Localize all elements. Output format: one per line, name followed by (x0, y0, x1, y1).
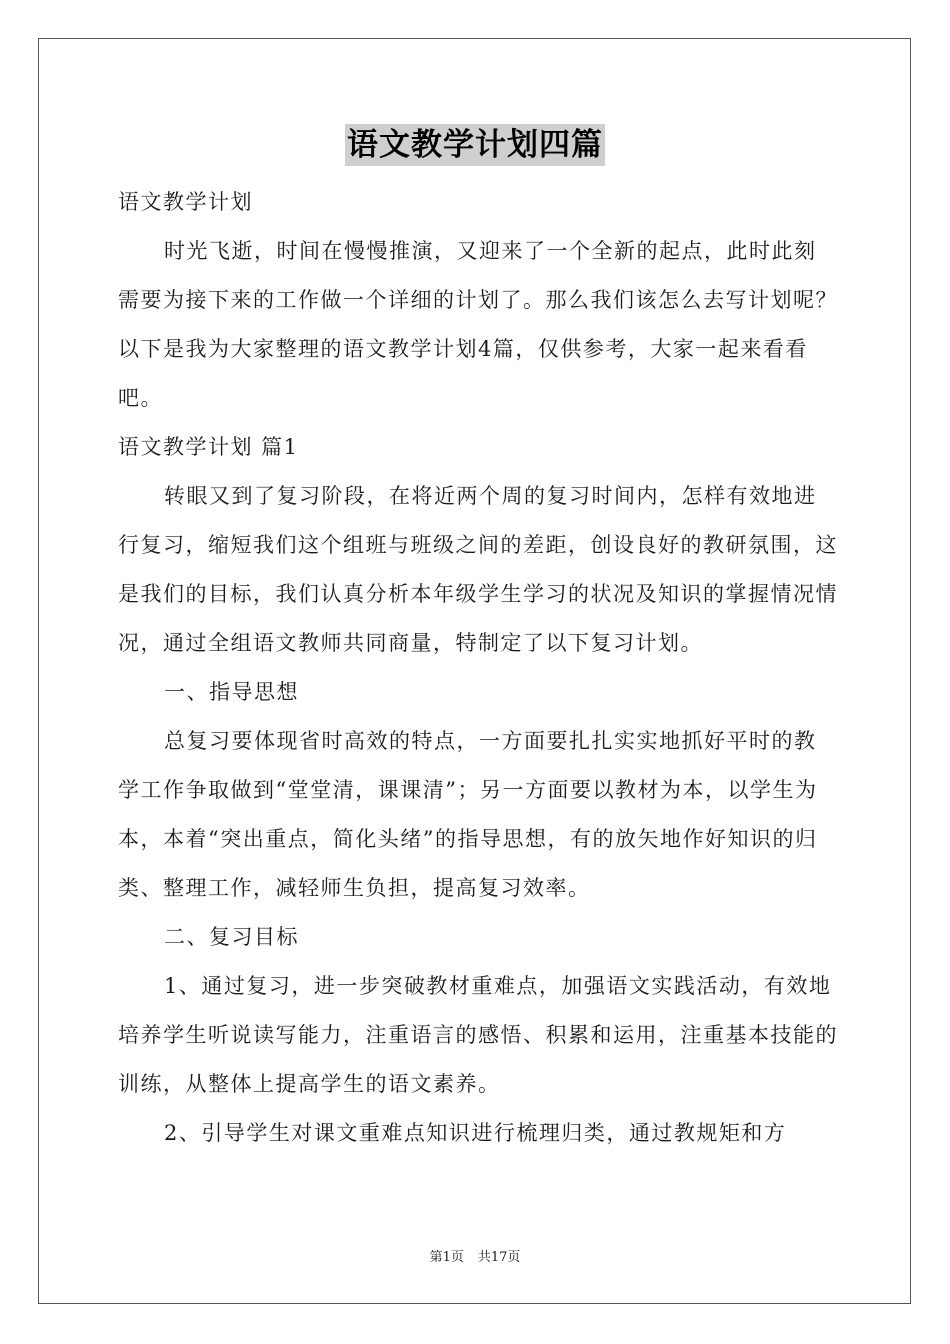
paragraph: 时光飞逝，时间在慢慢推演，又迎来了一个全新的起点，此时此刻需要为接下来的工作做一个详细的计划了。那么我们该怎么去写计划呢？以下是我为大家整理的语文教学计划4篇，仅供参考，大家一起来看看吧。 (118, 239, 838, 410)
paragraph: 总复习要体现省时高效的特点，一方面要扎扎实实地抓好平时的教学工作争取做到“堂堂清，课课清”；另一方面要以教材为本，以学生为本，本着“突出重点，简化头绪”的指导思想，有的放矢地作好知识的归类、整理工作，减轻师生负担，提高复习效率。 (118, 729, 818, 900)
paragraph-heading: 语文教学计划 篇1 (118, 435, 299, 459)
document-body (118, 178, 838, 1158)
page-footer (0, 1246, 950, 1265)
paragraph-heading: 语文教学计划 (118, 190, 253, 214)
title-container (0, 124, 950, 166)
paragraph: 1、通过复习，进一步突破教材重难点，加强语文实践活动，有效地培养学生听说读写能力，注重语言的感悟、积累和运用，注重基本技能的训练，从整体上提高学生的语文素养。 (118, 974, 838, 1096)
page-total: 共17页 (477, 1250, 521, 1265)
paragraph: 转眼又到了复习阶段，在将近两个周的复习时间内，怎样有效地进行复习，缩短我们这个组班与班级之间的差距，创设良好的教研氛围，这是我们的目标，我们认真分析本年级学生学习的状况及知识的掌握情况情况，通过全组语文教师共同商量，特制定了以下复习计划。 (118, 484, 838, 655)
document-title: 语文教学计划四篇 (345, 124, 605, 166)
page-number: 第1页 (429, 1250, 464, 1265)
paragraph: 2、引导学生对课文重难点知识进行梳理归类，通过教规矩和方 (164, 1121, 787, 1145)
section-heading: 二、复习目标 (164, 925, 299, 949)
section-heading: 一、指导思想 (164, 680, 299, 704)
